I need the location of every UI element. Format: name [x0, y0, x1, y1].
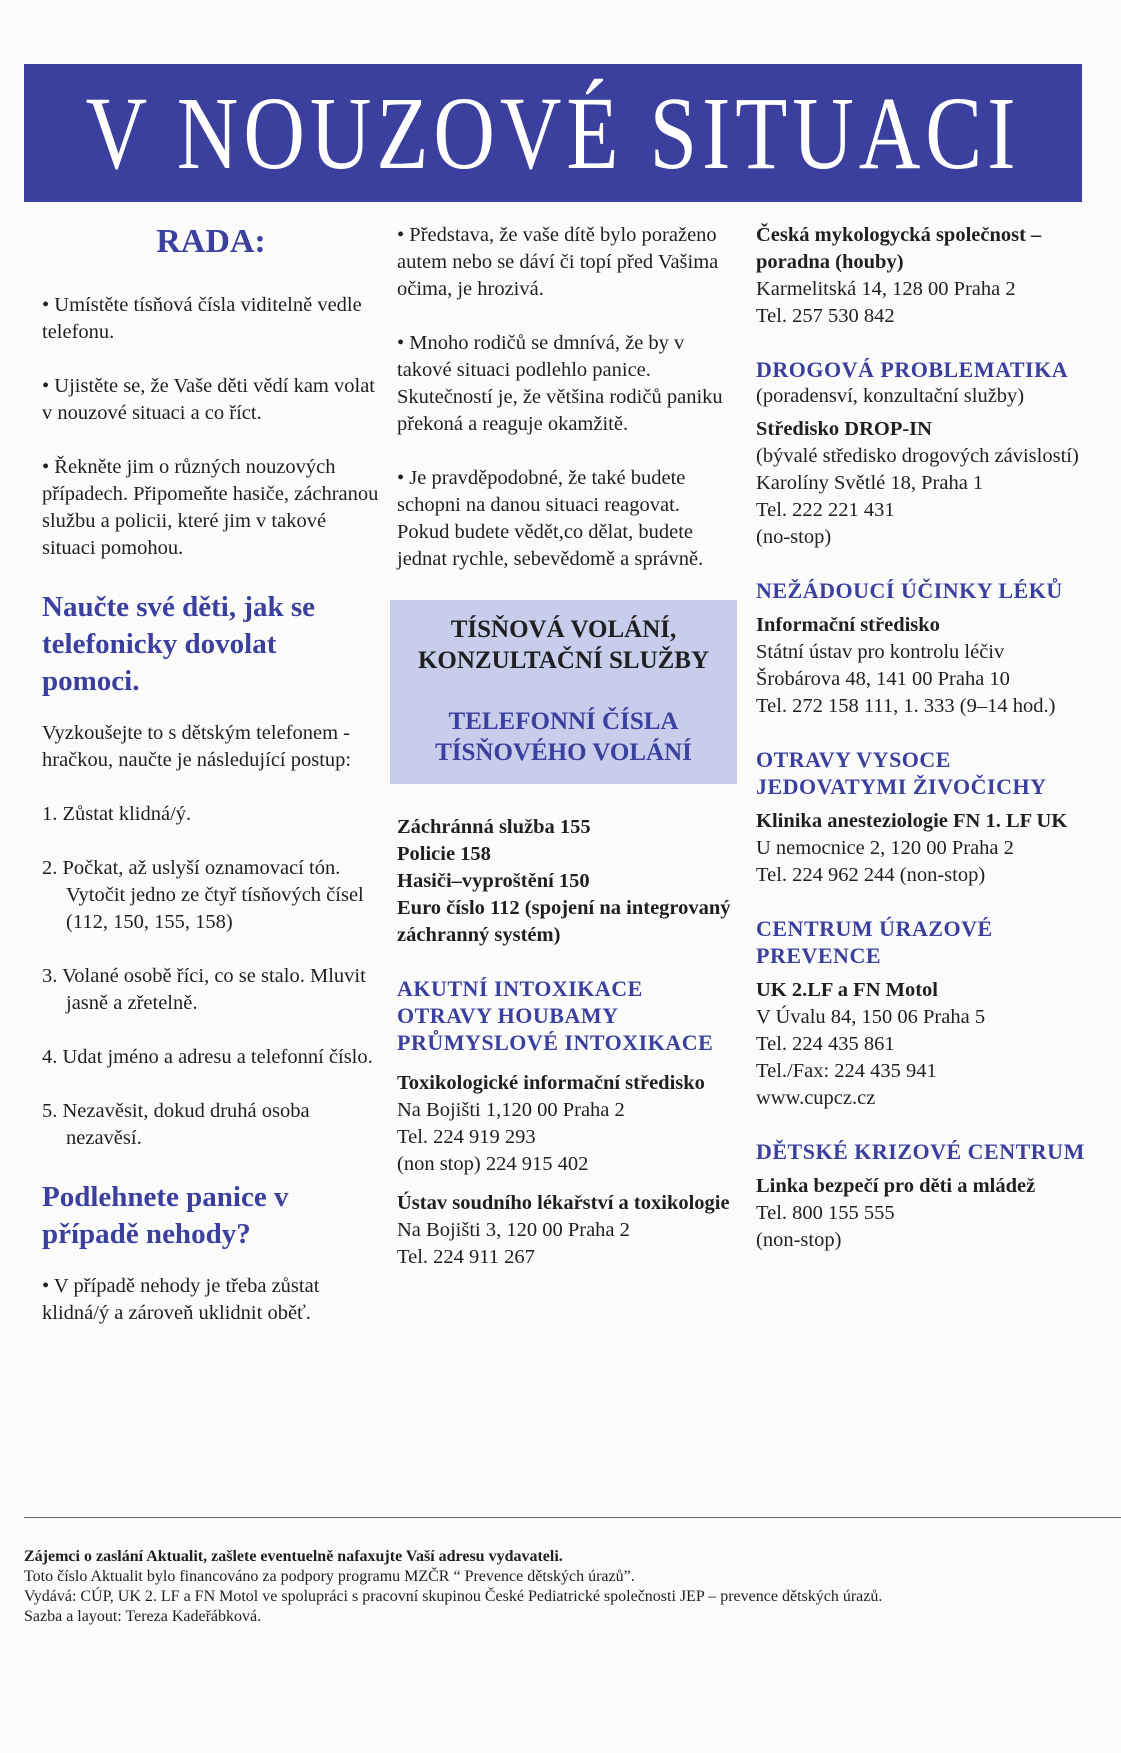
info-paragraph: • Je pravděpodobné, že také budete schopni na danou situaci reagovat. Pokud budete vědět,co dělat, budete jednat rychle, sebevědomě a správně. [397, 467, 704, 570]
clinic-address: U nemocnice 2, 120 00 Praha 2 [756, 837, 1014, 859]
steps-list [42, 801, 380, 1152]
dropin-phone: Tel. 222 221 431 [756, 499, 895, 521]
column-left [42, 222, 380, 1354]
drug-subheading: (poradensví, konzultační služby) [756, 385, 1025, 407]
poison-animals-section [756, 746, 1096, 889]
side-effects-section [756, 577, 1096, 720]
teach-children-heading: Naučte své děti, jak se telefonicky dovolat pomoci. [42, 591, 316, 697]
tip-paragraph: • Umístěte tísňová čísla viditelně vedle telefonu. [42, 294, 362, 343]
list-item: 2. Počkat, až uslyší oznamovací tón. Vytočit jedno ze čtyř tísňových čísel (112, 150, 155, 158) [42, 857, 364, 933]
info-center-org: Státní ústav pro kontrolu léčiv [756, 641, 1005, 663]
dropin-address: Karolíny Světlé 18, Praha 1 [756, 472, 984, 494]
cup-name: UK 2.LF a FN Motol [756, 979, 939, 1001]
tox-center-phone: Tel. 224 919 293 [397, 1126, 536, 1148]
drug-heading: DROGOVÁ PROBLEMATIKA [756, 357, 1069, 382]
number-line: Záchránná služba 155 [397, 816, 591, 838]
number-line: Euro číslo 112 (spojení na integrovaný záchranný systém) [397, 897, 731, 946]
crisis-center-section [756, 1138, 1096, 1254]
page-title: V NOUZOVÉ SITUACI [85, 75, 1021, 191]
tip-paragraph: • Řekněte jim o různých nouzových případech. Připomeňte hasiče, záchranou službu a policii, které jim v takové situaci pomohou. [42, 456, 379, 559]
info-center-address: Šrobárova 48, 141 00 Praha 10 [756, 668, 1010, 690]
cup-website[interactable]: www.cupcz.cz [756, 1087, 876, 1109]
mycology-address: Karmelitská 14, 128 00 Praha 2 [756, 278, 1016, 300]
institute-name: Ústav soudního lékařství a toxikologie [397, 1192, 730, 1214]
footer-line-subscribe: Zájemci o zaslání Aktualit, zašlete eventuelně nafaxujte Vaší adresu vydavateli. [24, 1548, 563, 1565]
institute-phone: Tel. 224 911 267 [397, 1246, 535, 1268]
intoxication-heading: AKUTNÍ INTOXIKACE OTRAVY HOUBAMY PRŮMYSLOVÉ INTOXIKACE [397, 976, 714, 1055]
footer [24, 1547, 1104, 1627]
poison-animals-heading: OTRAVY VYSOCE JEDOVATYMI ŽIVOČICHY [756, 747, 1047, 799]
tox-center-name: Toxikologické informační středisko [397, 1072, 705, 1094]
forensic-institute [397, 1190, 737, 1271]
emergency-numbers [397, 814, 737, 949]
footer-line-layout: Sazba a layout: Tereza Kadeřábková. [24, 1608, 262, 1625]
tox-center [397, 1070, 737, 1178]
dropin-name: Středisko DROP-IN [756, 418, 932, 440]
tip-paragraph: • Ujistěte se, že Vaše děti vědí kam volat v nouzové situaci a co říct. [42, 375, 375, 424]
info-paragraph: • Mnoho rodičů se dmnívá, že by v takové situaci podlehlo panice. Skutečností je, že většina rodičů paniku překoná a reaguje okamžitě. [397, 332, 723, 435]
cup-fax: Tel./Fax: 224 435 941 [756, 1060, 937, 1082]
institute-address: Na Bojišti 3, 120 00 Praha 2 [397, 1219, 630, 1241]
number-line: Hasiči–vyproštění 150 [397, 870, 590, 892]
injury-prevention-section [756, 915, 1096, 1112]
helpline-phone: Tel. 800 155 555 [756, 1202, 895, 1224]
title-banner [24, 64, 1082, 202]
injury-prevention-heading: CENTRUM ÚRAZOVÉ PREVENCE [756, 916, 993, 968]
cup-phone: Tel. 224 435 861 [756, 1033, 895, 1055]
dropin-note: (bývalé středisko drogových závislostí) [756, 445, 1079, 467]
tox-center-address: Na Bojišti 1,120 00 Praha 2 [397, 1099, 625, 1121]
list-item: 4. Udat jméno a adresu a telefonní číslo. [42, 1046, 373, 1068]
mycology-section [756, 222, 1096, 330]
drug-section [756, 356, 1096, 551]
number-line: Policie 158 [397, 843, 491, 865]
cup-address: V Úvalu 84, 150 06 Praha 5 [756, 1006, 986, 1028]
column-middle [397, 222, 737, 1271]
crisis-center-heading: DĚTSKÉ KRIZOVÉ CENTRUM [756, 1139, 1085, 1164]
panic-heading: Podlehnete panice v případě nehody? [42, 1181, 289, 1250]
box-subtitle: TELEFONNÍ ČÍSLA TÍSŇOVÉHO VOLÁNÍ [435, 708, 692, 766]
clinic-phone: Tel. 224 962 244 (non-stop) [756, 864, 986, 886]
emergency-box [390, 600, 737, 784]
info-paragraph: • Představa, že vaše dítě bylo poraženo autem nebo se dáví či topí před Vašima očima, je hrozivá. [397, 224, 719, 300]
intro-paragraph: Vyzkoušejte to s dětským telefonem - hračkou, naučte je následující postup: [42, 722, 352, 771]
column-right [756, 222, 1096, 1254]
mycology-phone: Tel. 257 530 842 [756, 305, 895, 327]
rada-heading: RADA: [156, 223, 266, 260]
helpline-name: Linka bezpečí pro děti a mládež [756, 1175, 1036, 1197]
info-center-phone: Tel. 272 158 111, 1. 333 (9–14 hod.) [756, 695, 1056, 717]
dropin-hours: (no-stop) [756, 526, 832, 548]
helpline-hours: (non-stop) [756, 1229, 842, 1251]
footer-divider [24, 1517, 1121, 1518]
box-title: TÍSŇOVÁ VOLÁNÍ, KONZULTAČNÍ SLUŽBY [417, 616, 710, 674]
list-item: 1. Zůstat klidná/ý. [42, 803, 192, 825]
mycology-name: Česká mykologycká společnost – poradna (houby) [756, 224, 1042, 273]
tox-center-phone-nonstop: (non stop) 224 915 402 [397, 1153, 589, 1175]
panic-paragraph: • V případě nehody je třeba zůstat klidná/ý a zároveň uklidnit oběť. [42, 1275, 320, 1324]
list-item: 3. Volané osobě říci, co se stalo. Mluvit jasně a zřetelně. [42, 965, 366, 1014]
clinic-name: Klinika anesteziologie FN 1. LF UK [756, 810, 1068, 832]
footer-line-publisher: Vydává: CÚP, UK 2. LF a FN Motol ve spolupráci s pracovní skupinou České Pediatrické společnosti JEP – prevence dětských úrazů. [24, 1588, 883, 1605]
footer-line-funding: Toto číslo Aktualit bylo financováno za podpory programu MZČR “ Prevence dětských úrazů”. [24, 1568, 635, 1585]
side-effects-heading: NEŽÁDOUCÍ ÚČINKY LÉKŮ [756, 578, 1063, 603]
info-center-name: Informační středisko [756, 614, 940, 636]
list-item: 5. Nezavěsit, dokud druhá osoba nezavěsí. [42, 1100, 310, 1149]
